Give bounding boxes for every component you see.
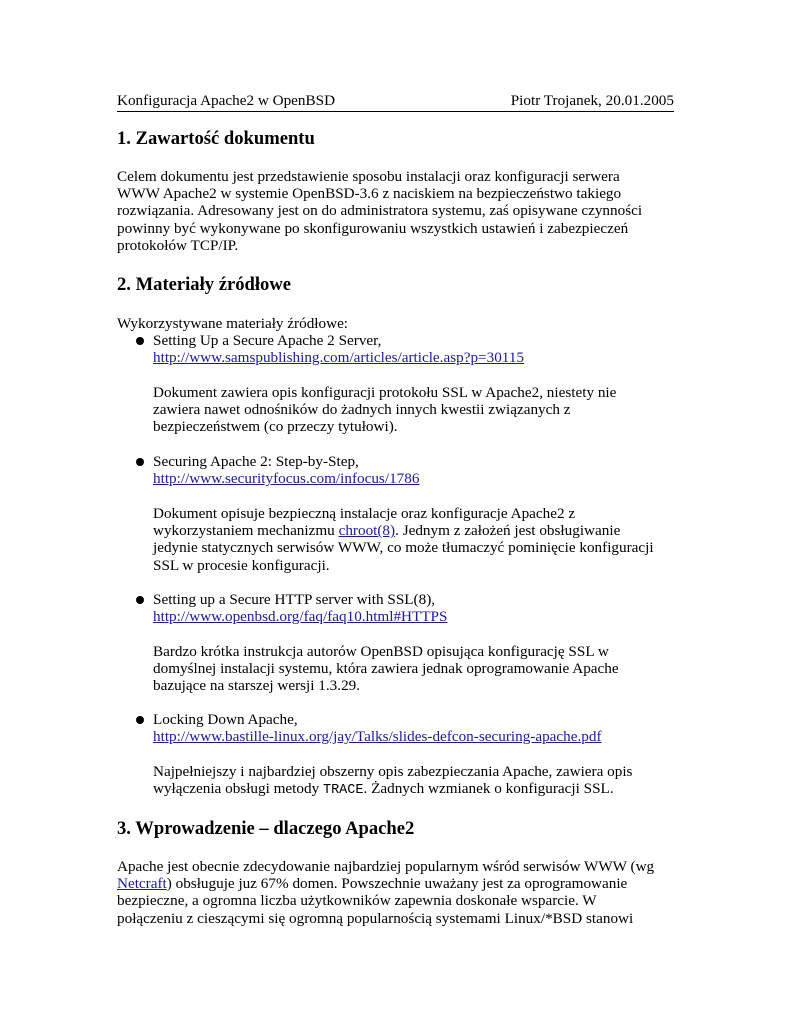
desc-line: jedynie statycznych serwisów WWW, co może tłumaczyć pominięcie konfiguracji <box>153 539 654 557</box>
source-link[interactable]: http://www.openbsd.org/faq/faq10.html#HTTPS <box>153 608 448 626</box>
paragraph-line <box>117 875 677 892</box>
desc-line: domyślnej instalacji systemu, która zawiera jednak oprogramowanie Apache <box>153 660 619 678</box>
source-item-2 <box>153 453 675 487</box>
paragraph-line: protokołów TCP/IP. <box>117 236 239 254</box>
desc-text: . Żadnych wzmianek o konfiguracji SSL. <box>363 780 614 798</box>
source-item-1 <box>153 332 675 366</box>
source-title: Setting up a Secure HTTP server with SSL(8), <box>153 591 436 608</box>
bullet-icon <box>136 716 144 724</box>
desc-line: Bardzo krótka instrukcja autorów OpenBSD opisująca konfigurację SSL w <box>153 643 609 660</box>
desc-line <box>153 522 675 539</box>
paragraph-line: rozwiązania. Adresowany jest on do administratora systemu, zaś opisywane czynności <box>117 202 643 220</box>
header-author-date: Piotr Trojanek, 20.01.2005 <box>510 92 674 109</box>
page-header <box>117 92 674 112</box>
section-3-paragraph <box>117 858 677 927</box>
paragraph-text: ) obsługuje juz 67% domen. Powszechnie uważany jest za oprogramowanie <box>166 875 628 893</box>
desc-line: bezpieczeństwem (co przeczy tytułowi). <box>153 418 398 436</box>
header-title: Konfiguracja Apache2 w OpenBSD <box>117 92 336 109</box>
source-item-4 <box>153 711 675 745</box>
desc-line <box>153 780 675 799</box>
desc-text: wykorzystaniem mechanizmu <box>153 522 339 540</box>
source-title: Setting Up a Secure Apache 2 Server, <box>153 332 382 349</box>
trace-code: TRACE <box>322 783 364 799</box>
source-title: Locking Down Apache, <box>153 711 298 728</box>
section-heading-1: 1. Zawartość dokumentu <box>117 128 315 149</box>
bullet-icon <box>136 458 144 466</box>
source-desc-3 <box>153 643 675 695</box>
source-item-3 <box>153 591 675 625</box>
netcraft-link[interactable]: Netcraft <box>117 875 167 893</box>
paragraph-line: powinny być wykonywane po skonfigurowaniu wszystkich ustawień i zabezpieczeń <box>117 219 629 237</box>
paragraph-line: połączeniu z cieszącymi się ogromną popularnością systemami Linux/*BSD stanowi <box>117 909 634 927</box>
chroot-link[interactable]: chroot(8) <box>338 522 396 540</box>
source-link[interactable]: http://www.securityfocus.com/infocus/1786 <box>153 470 420 488</box>
section-1-paragraph <box>117 168 677 254</box>
source-desc-4 <box>153 763 675 799</box>
bullet-icon <box>136 337 144 345</box>
paragraph-line: bezpieczne, a ogromna liczba użytkowników zapewnia doskonałe wsparcie. W <box>117 892 597 910</box>
bullet-icon <box>136 596 144 604</box>
desc-text: . Jednym z założeń jest obsługiwanie <box>395 522 621 540</box>
paragraph-line: WWW Apache2 w systemie OpenBSD-3.6 z naciskiem na bezpieczeństwo takiego <box>117 185 622 203</box>
desc-text: wyłączenia obsługi metody <box>153 780 323 798</box>
source-title: Securing Apache 2: Step-by-Step, <box>153 453 359 470</box>
source-link[interactable]: http://www.bastille-linux.org/jay/Talks/slides-defcon-securing-apache.pdf <box>153 728 602 746</box>
source-desc-2 <box>153 505 675 574</box>
section-heading-3: 3. Wprowadzenie – dlaczego Apache2 <box>117 818 415 839</box>
desc-line: bazujące na starszej wersji 1.3.29. <box>153 677 361 695</box>
desc-line: Dokument zawiera opis konfiguracji protokołu SSL w Apache2, niestety nie <box>153 384 617 401</box>
desc-line: SSL w procesie konfiguracji. <box>153 556 330 574</box>
section-heading-2: 2. Materiały źródłowe <box>117 274 291 295</box>
desc-line: zawiera nawet odnośników do żadnych innych kwestii związanych z <box>153 401 571 419</box>
desc-line: Dokument opisuje bezpieczną instalacje oraz konfiguracje Apache2 z <box>153 505 576 522</box>
desc-line: Najpełniejszy i najbardziej obszerny opis zabezpieczania Apache, zawiera opis <box>153 763 633 780</box>
sources-intro: Wykorzystywane materiały źródłowe: <box>117 315 349 332</box>
paragraph-line: Apache jest obecnie zdecydowanie najbardziej popularnym wśród serwisów WWW (wg <box>117 858 655 875</box>
source-link[interactable]: http://www.samspublishing.com/articles/article.asp?p=30115 <box>153 349 525 367</box>
source-desc-1 <box>153 384 675 436</box>
paragraph-line: Celem dokumentu jest przedstawienie sposobu instalacji oraz konfiguracji serwera <box>117 168 620 185</box>
